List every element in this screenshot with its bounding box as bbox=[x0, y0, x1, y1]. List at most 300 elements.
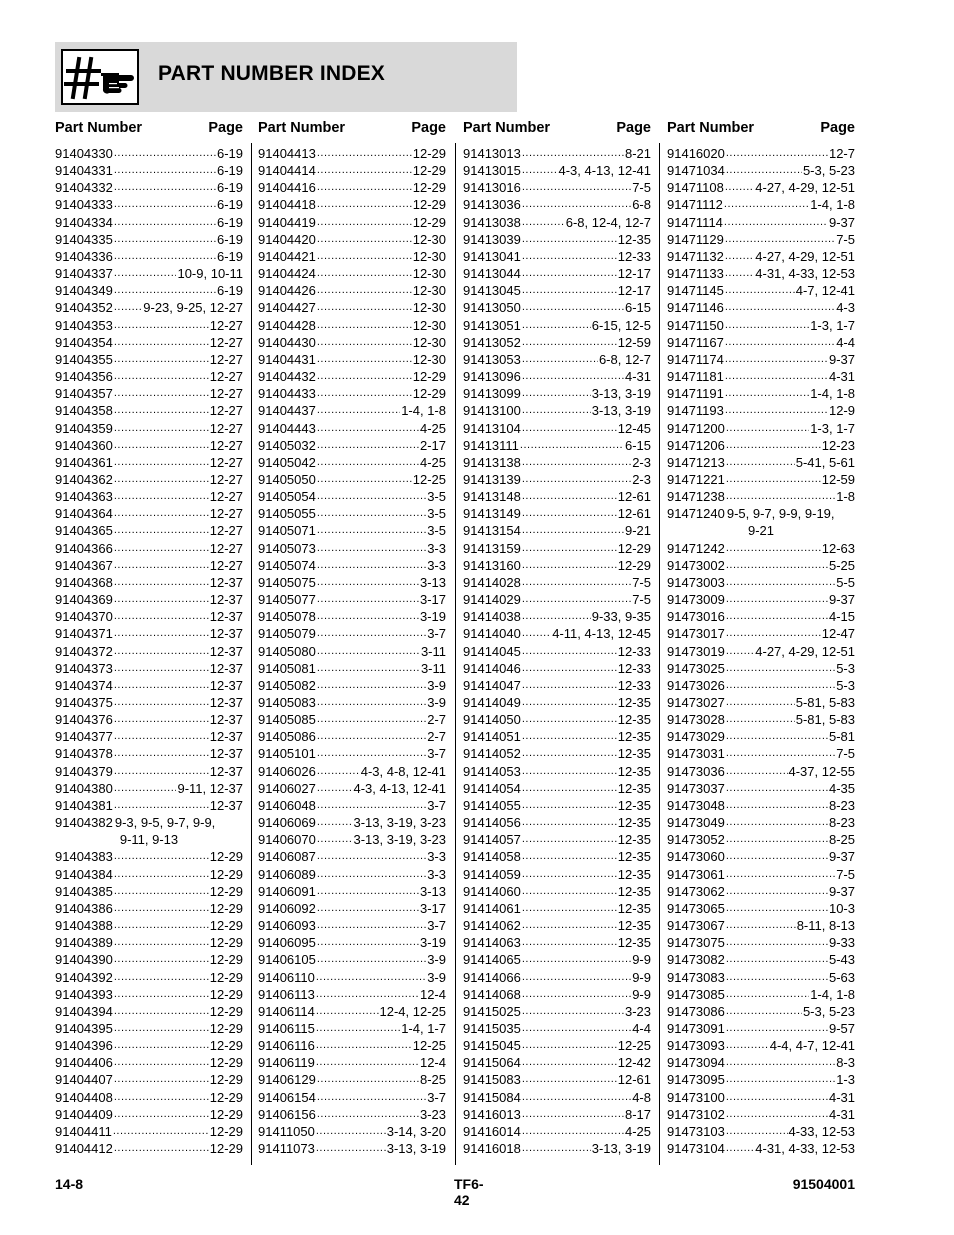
part-number: 91404333 bbox=[55, 197, 113, 213]
index-entry bbox=[463, 591, 651, 608]
page-reference: 3-5 bbox=[427, 506, 446, 522]
page-reference: 2-7 bbox=[427, 729, 446, 745]
dot-leader bbox=[726, 420, 809, 437]
dot-leader bbox=[317, 385, 412, 402]
entry-list bbox=[463, 145, 651, 1157]
dot-leader bbox=[726, 1003, 802, 1020]
page-reference: 12-29 bbox=[412, 163, 446, 179]
index-entry bbox=[463, 831, 651, 848]
page-reference: 12-37 bbox=[209, 592, 243, 608]
index-entry bbox=[667, 728, 855, 745]
index-entry bbox=[463, 334, 651, 351]
part-number: 91404355 bbox=[55, 351, 113, 367]
part-number: 91414056 bbox=[463, 815, 521, 831]
part-number: 91405086 bbox=[258, 729, 316, 745]
page-reference: 12-27 bbox=[209, 317, 243, 333]
dot-leader bbox=[114, 214, 216, 231]
part-number: 91404352 bbox=[55, 300, 113, 316]
page-reference: 8-3 bbox=[836, 1055, 855, 1071]
page-reference: 12-29 bbox=[209, 883, 243, 899]
part-number-heading: Part Number bbox=[258, 120, 346, 136]
dot-leader bbox=[317, 454, 419, 471]
dot-leader bbox=[316, 969, 426, 986]
page-reference: 9-57 bbox=[828, 1020, 855, 1036]
part-number: 91413160 bbox=[463, 557, 521, 573]
page-reference: 1-3, 1-7 bbox=[810, 317, 855, 333]
part-number: 91404396 bbox=[55, 1038, 113, 1054]
page-reference: 12-35 bbox=[617, 883, 651, 899]
page-reference: 8-11, 8-13 bbox=[796, 918, 855, 934]
page-reference: 4-25 bbox=[419, 454, 446, 470]
part-number: 91414054 bbox=[463, 780, 521, 796]
index-entry bbox=[667, 608, 855, 625]
index-entry bbox=[258, 145, 446, 162]
part-number: 91404370 bbox=[55, 609, 113, 625]
page-reference: 12-29 bbox=[209, 969, 243, 985]
part-number: 91414049 bbox=[463, 695, 521, 710]
dot-leader bbox=[317, 917, 426, 934]
page-reference: 5-25 bbox=[828, 557, 855, 573]
index-entry bbox=[667, 660, 855, 677]
page-reference: 3-17 bbox=[419, 592, 446, 608]
dot-leader bbox=[522, 179, 631, 196]
page-reference: 12-42 bbox=[617, 1055, 651, 1071]
dot-leader bbox=[725, 282, 795, 299]
part-number: 91473095 bbox=[667, 1072, 725, 1088]
part-number: 91413100 bbox=[463, 403, 521, 419]
index-entry bbox=[258, 522, 446, 539]
dot-leader bbox=[726, 934, 828, 951]
index-entry bbox=[55, 162, 243, 179]
part-number: 91406156 bbox=[258, 1106, 316, 1122]
dot-leader bbox=[114, 299, 142, 316]
part-number: 91406092 bbox=[258, 900, 316, 916]
page-reference: 12-33 bbox=[617, 677, 651, 693]
index-entry bbox=[55, 1089, 243, 1106]
index-entry bbox=[55, 900, 243, 917]
page-reference: 9-9 bbox=[632, 969, 651, 985]
dot-leader bbox=[114, 797, 209, 814]
index-entry bbox=[258, 1020, 446, 1037]
dot-leader bbox=[114, 1106, 209, 1123]
page-reference: 12-61 bbox=[617, 489, 651, 505]
dot-leader bbox=[725, 402, 828, 419]
dot-leader bbox=[522, 591, 631, 608]
part-number: 91471200 bbox=[667, 420, 725, 436]
page-reference: 12-37 bbox=[209, 746, 243, 762]
dot-leader bbox=[726, 951, 828, 968]
index-entry bbox=[55, 677, 243, 694]
column-divider bbox=[659, 143, 660, 1165]
dot-leader bbox=[522, 711, 617, 728]
index-entry bbox=[55, 848, 243, 865]
part-number: 91405077 bbox=[258, 592, 316, 608]
page-reference: 12-29 bbox=[209, 952, 243, 968]
page-reference: 12-4 bbox=[419, 986, 446, 1002]
dot-leader bbox=[317, 728, 426, 745]
page-reference: 3-9 bbox=[427, 952, 446, 968]
page-reference: 6-19 bbox=[216, 214, 243, 230]
dot-leader bbox=[726, 694, 795, 711]
page-reference: 9-11, 12-37 bbox=[177, 780, 243, 796]
part-number: 91414053 bbox=[463, 763, 521, 779]
part-number: 91404353 bbox=[55, 317, 113, 333]
part-number: 91404358 bbox=[55, 403, 113, 419]
dot-leader bbox=[522, 951, 631, 968]
dot-leader bbox=[522, 969, 631, 986]
page-reference: 7-5 bbox=[836, 231, 855, 247]
index-entry bbox=[667, 471, 855, 488]
dot-leader bbox=[724, 214, 828, 231]
index-entry bbox=[667, 866, 855, 883]
dot-leader bbox=[726, 471, 821, 488]
index-entry bbox=[667, 780, 855, 797]
dot-leader bbox=[114, 1089, 209, 1106]
page-reference: 1-4, 1-7 bbox=[401, 1020, 446, 1036]
index-entry bbox=[258, 454, 446, 471]
index-entry bbox=[667, 797, 855, 814]
page-reference: 12-30 bbox=[412, 300, 446, 316]
index-entry bbox=[667, 763, 855, 780]
part-number: 91471191 bbox=[667, 386, 724, 402]
page-reference: 6-15 bbox=[624, 437, 651, 453]
index-entry bbox=[258, 951, 446, 968]
page-reference: 12-27 bbox=[209, 403, 243, 419]
part-number: 91404437 bbox=[258, 403, 316, 419]
index-entry bbox=[667, 951, 855, 968]
part-number: 91405074 bbox=[258, 557, 316, 573]
dot-leader bbox=[317, 643, 420, 660]
page-reference: 12-29 bbox=[209, 935, 243, 951]
index-entry bbox=[55, 351, 243, 368]
page-reference: 3-3 bbox=[427, 540, 446, 556]
index-entry bbox=[463, 694, 651, 711]
dot-leader bbox=[114, 969, 209, 986]
page-reference: 5-43 bbox=[828, 952, 855, 968]
dot-leader bbox=[316, 1037, 412, 1054]
page-reference: 12-35 bbox=[617, 849, 651, 865]
dot-leader bbox=[114, 471, 209, 488]
index-entry bbox=[55, 814, 243, 848]
index-entry bbox=[667, 402, 855, 419]
page-reference: 4-8 bbox=[632, 1089, 651, 1105]
index-entry bbox=[55, 745, 243, 762]
part-number: 91404371 bbox=[55, 626, 113, 642]
dot-leader bbox=[317, 471, 412, 488]
index-entry bbox=[258, 214, 446, 231]
page-reference: 12-27 bbox=[209, 506, 243, 522]
page-reference: 12-37 bbox=[209, 729, 243, 745]
dot-leader bbox=[317, 488, 426, 505]
page-reference: 5-5 bbox=[836, 574, 855, 590]
part-number: 91473052 bbox=[667, 832, 725, 848]
page-reference: 12-29 bbox=[412, 214, 446, 230]
index-entry bbox=[258, 660, 446, 677]
index-entry bbox=[55, 214, 243, 231]
dot-leader bbox=[317, 934, 419, 951]
page-reference: 12-37 bbox=[209, 763, 243, 779]
index-entry bbox=[258, 883, 446, 900]
dot-leader bbox=[522, 385, 591, 402]
part-number: 91404374 bbox=[55, 677, 113, 693]
page-reference: 1-3, 1-7 bbox=[810, 420, 855, 436]
index-entry bbox=[258, 848, 446, 865]
part-number: 91415025 bbox=[463, 1003, 521, 1019]
dot-leader bbox=[522, 643, 617, 660]
index-entry bbox=[258, 282, 446, 299]
index-entry bbox=[667, 162, 855, 179]
dot-leader bbox=[114, 488, 209, 505]
part-number: 91414047 bbox=[463, 677, 521, 693]
column-divider bbox=[251, 143, 252, 1165]
index-entry bbox=[55, 1106, 243, 1123]
page-reference: 10-3 bbox=[828, 900, 855, 916]
page-reference: 12-47 bbox=[821, 626, 855, 642]
page-reference: 12-25 bbox=[412, 471, 446, 487]
part-number: 91473049 bbox=[667, 815, 725, 831]
page-reference: 8-25 bbox=[828, 832, 855, 848]
index-entry bbox=[667, 1123, 855, 1140]
part-number: 91413096 bbox=[463, 369, 521, 385]
part-number: 91414038 bbox=[463, 609, 521, 625]
page-title: PART NUMBER INDEX bbox=[158, 62, 386, 85]
part-number: 91473028 bbox=[667, 712, 725, 728]
part-number: 91404380 bbox=[55, 780, 113, 796]
page-reference: 4-31 bbox=[828, 1106, 855, 1122]
page-reference: 3-13, 3-19 bbox=[591, 386, 651, 402]
dot-leader bbox=[317, 522, 426, 539]
page-reference: 12-27 bbox=[209, 334, 243, 350]
dot-leader bbox=[522, 1089, 631, 1106]
index-entry bbox=[667, 1140, 855, 1157]
part-number: 91473062 bbox=[667, 883, 725, 899]
part-number: 91473027 bbox=[667, 695, 725, 710]
part-number: 91471213 bbox=[667, 454, 725, 470]
index-entry bbox=[667, 814, 855, 831]
index-entry bbox=[258, 385, 446, 402]
dot-leader bbox=[726, 711, 795, 728]
dot-leader bbox=[316, 1020, 400, 1037]
dot-leader bbox=[726, 1054, 835, 1071]
index-entry bbox=[55, 317, 243, 334]
part-number: 91471146 bbox=[667, 300, 724, 316]
index-entry bbox=[667, 368, 855, 385]
part-number: 91405050 bbox=[258, 471, 316, 487]
part-number: 91413099 bbox=[463, 386, 521, 402]
index-entry bbox=[463, 282, 651, 299]
part-number: 91471114 bbox=[667, 214, 723, 230]
page-reference: 5-41, 5-61 bbox=[795, 454, 855, 470]
index-entry bbox=[258, 248, 446, 265]
dot-leader bbox=[316, 1003, 379, 1020]
index-entry bbox=[258, 745, 446, 762]
index-entry bbox=[55, 934, 243, 951]
page-reference: 12-37 bbox=[209, 609, 243, 625]
page-reference: 12-29 bbox=[209, 1003, 243, 1019]
index-entry bbox=[55, 1054, 243, 1071]
part-number: 91406091 bbox=[258, 883, 316, 899]
dot-leader bbox=[316, 1054, 419, 1071]
part-number: 91413138 bbox=[463, 454, 521, 470]
page-reference: 12-35 bbox=[617, 695, 651, 710]
page-reference: 12-29 bbox=[209, 1072, 243, 1088]
dot-leader bbox=[317, 402, 400, 419]
column-header bbox=[667, 118, 855, 142]
page-heading: Page bbox=[820, 120, 855, 136]
index-entry bbox=[258, 540, 446, 557]
page-reference: 12-35 bbox=[617, 832, 651, 848]
page-reference: 12-30 bbox=[412, 283, 446, 299]
page-reference: 4-11, 4-13, 12-45 bbox=[552, 626, 651, 642]
page-reference: 4-37, 12-55 bbox=[788, 763, 855, 779]
part-number: 91406093 bbox=[258, 918, 316, 934]
page-reference: 12-45 bbox=[617, 420, 651, 436]
page-reference: 7-5 bbox=[632, 592, 651, 608]
index-entry bbox=[463, 797, 651, 814]
part-number: 91404412 bbox=[55, 1141, 113, 1157]
part-number: 91414051 bbox=[463, 729, 521, 745]
page-reference: 12-37 bbox=[209, 574, 243, 590]
dot-leader bbox=[522, 505, 617, 522]
page-reference: 12-33 bbox=[617, 660, 651, 676]
page-reference: 12-59 bbox=[821, 471, 855, 487]
dot-leader bbox=[726, 797, 828, 814]
dot-leader bbox=[317, 660, 420, 677]
part-number: 91404376 bbox=[55, 712, 113, 728]
page-reference: 12-29 bbox=[209, 986, 243, 1002]
index-entry bbox=[463, 625, 651, 642]
part-number: 91415084 bbox=[463, 1089, 521, 1105]
index-entry bbox=[55, 179, 243, 196]
page-reference: 3-13, 3-19 bbox=[386, 1141, 446, 1157]
page-reference: 12-4 bbox=[419, 1055, 446, 1071]
page-reference: 8-23 bbox=[828, 815, 855, 831]
dot-leader bbox=[522, 420, 617, 437]
part-number: 91405042 bbox=[258, 454, 316, 470]
part-number: 91404421 bbox=[258, 248, 316, 264]
dot-leader bbox=[726, 745, 835, 762]
page-reference: 4-3, 4-13, 12-41 bbox=[353, 780, 446, 796]
dot-leader bbox=[522, 1106, 624, 1123]
index-entry bbox=[258, 591, 446, 608]
dot-leader bbox=[726, 883, 828, 900]
page-reference: 3-9 bbox=[427, 695, 446, 710]
part-number: 91416018 bbox=[463, 1141, 521, 1157]
part-number: 91413016 bbox=[463, 180, 521, 196]
dot-leader bbox=[114, 1037, 209, 1054]
index-entry bbox=[463, 385, 651, 402]
dot-leader bbox=[522, 265, 617, 282]
dot-leader bbox=[114, 196, 216, 213]
dot-leader bbox=[522, 745, 617, 762]
part-number: 91471129 bbox=[667, 231, 724, 247]
page-reference: 12-35 bbox=[617, 763, 651, 779]
index-entry bbox=[667, 848, 855, 865]
dot-leader bbox=[522, 471, 631, 488]
page-reference: 3-17 bbox=[419, 900, 446, 916]
index-entry bbox=[55, 557, 243, 574]
part-number: 91404372 bbox=[55, 643, 113, 659]
part-number: 91406027 bbox=[258, 780, 316, 796]
page-reference: 12-35 bbox=[617, 935, 651, 951]
part-number: 91406154 bbox=[258, 1089, 316, 1105]
index-entry bbox=[55, 145, 243, 162]
dot-leader bbox=[726, 986, 809, 1003]
part-number: 91406069 bbox=[258, 815, 316, 831]
page-reference: 1-4, 1-8 bbox=[810, 386, 855, 402]
part-number: 91404354 bbox=[55, 334, 113, 350]
index-entry bbox=[463, 265, 651, 282]
dot-leader bbox=[114, 780, 177, 797]
dot-leader bbox=[317, 591, 419, 608]
dot-leader bbox=[317, 145, 412, 162]
page-reference: 12-7 bbox=[828, 146, 855, 161]
dot-leader bbox=[522, 1054, 617, 1071]
index-entry bbox=[258, 831, 446, 848]
index-entry bbox=[463, 780, 651, 797]
page-reference: 12-59 bbox=[617, 334, 651, 350]
page-reference: 6-8, 12-7 bbox=[598, 351, 651, 367]
dot-leader bbox=[726, 831, 828, 848]
part-number: 91413038 bbox=[463, 214, 521, 230]
dot-leader bbox=[317, 196, 412, 213]
index-entry bbox=[667, 317, 855, 334]
dot-leader bbox=[726, 145, 828, 162]
part-number: 91404369 bbox=[55, 592, 113, 608]
part-number: 91473104 bbox=[667, 1141, 725, 1157]
dot-leader bbox=[114, 385, 209, 402]
dot-leader bbox=[114, 505, 209, 522]
dot-leader bbox=[522, 917, 617, 934]
dot-leader bbox=[114, 763, 209, 780]
page-reference: 3-13 bbox=[419, 883, 446, 899]
index-entry bbox=[258, 402, 446, 419]
index-entry bbox=[463, 608, 651, 625]
index-entry bbox=[258, 728, 446, 745]
page-reference: 12-29 bbox=[412, 369, 446, 385]
index-entry bbox=[55, 522, 243, 539]
dot-leader bbox=[522, 848, 617, 865]
part-number: 91404426 bbox=[258, 283, 316, 299]
dot-leader bbox=[725, 179, 754, 196]
index-entry bbox=[463, 351, 651, 368]
part-number: 91404378 bbox=[55, 746, 113, 762]
dot-leader bbox=[317, 299, 412, 316]
part-number: 91414050 bbox=[463, 712, 521, 728]
index-entry bbox=[463, 745, 651, 762]
dot-leader bbox=[726, 1123, 788, 1140]
dot-leader bbox=[114, 1140, 209, 1157]
index-entry bbox=[55, 574, 243, 591]
dot-leader bbox=[316, 1140, 386, 1157]
part-number: 91414040 bbox=[463, 626, 521, 642]
index-entry bbox=[258, 986, 446, 1003]
dot-leader bbox=[725, 368, 828, 385]
part-number: 91404419 bbox=[258, 214, 316, 230]
page-reference: 3-19 bbox=[419, 609, 446, 625]
page-reference: 12-29 bbox=[209, 918, 243, 934]
index-entry bbox=[667, 505, 855, 539]
page-reference: 12-29 bbox=[209, 1038, 243, 1054]
column-header bbox=[55, 118, 243, 142]
index-entry bbox=[55, 248, 243, 265]
dot-leader bbox=[726, 900, 828, 917]
page-heading: Page bbox=[208, 120, 243, 136]
dot-leader bbox=[726, 814, 828, 831]
dot-leader bbox=[317, 540, 426, 557]
index-entry bbox=[55, 694, 243, 711]
page-reference: 12-29 bbox=[412, 197, 446, 213]
